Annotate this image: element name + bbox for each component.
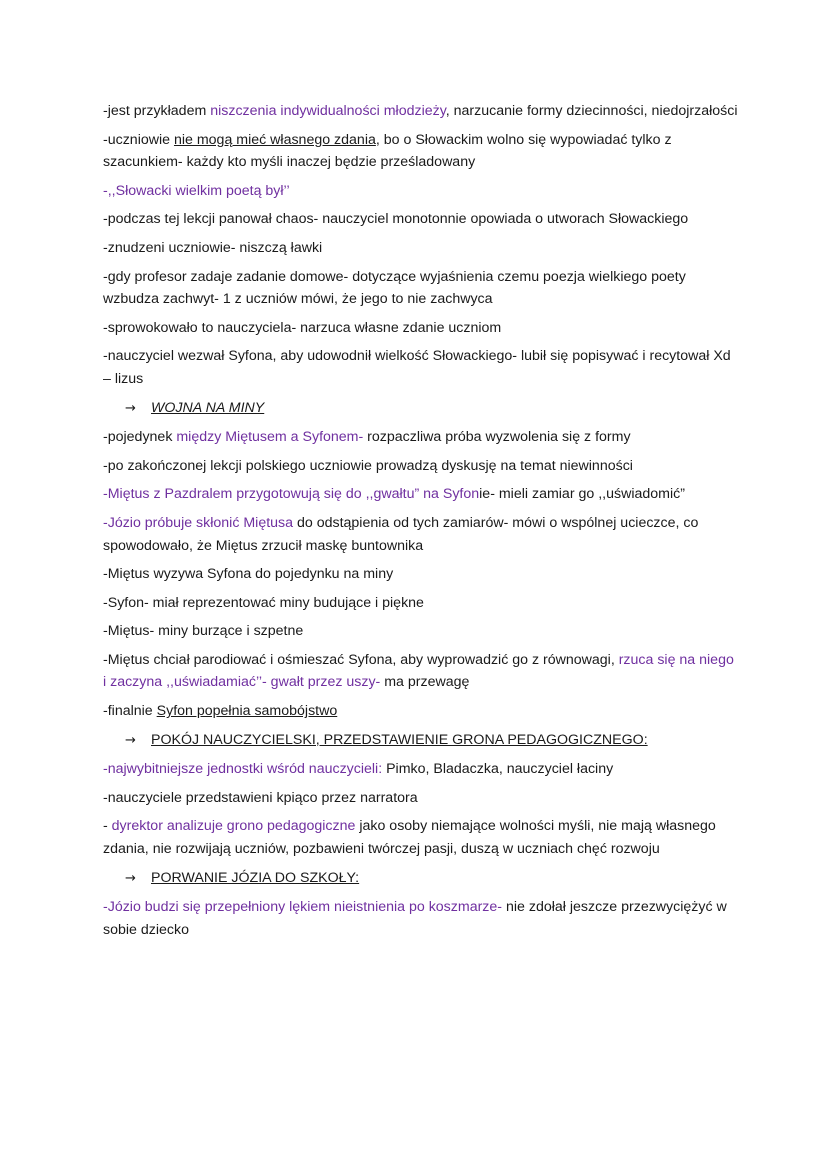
note-line: [103, 266, 738, 311]
underlined-text: nie mogą mieć własnego zdania: [173, 131, 376, 148]
note-line: [103, 100, 738, 123]
text-run: -pojedynek: [103, 429, 177, 446]
note-line: [103, 129, 738, 174]
note-line: [103, 592, 738, 615]
highlighted-text: -najwybitniejsze jednostki wśród nauczycieli:: [103, 761, 383, 778]
arrow-right-icon: →: [125, 400, 136, 416]
note-line: [103, 345, 738, 390]
underlined-text: WOJNA NA MINY: [151, 399, 265, 416]
underlined-text: POKÓJ NAUCZYCIELSKI, PRZEDSTAWIENIE GRONA PEDAGOGICZNEGO:: [151, 731, 648, 748]
text-run: -gdy profesor zadaje zadanie domowe- dotyczące wyjaśnienia czemu poezja wielkiego poety wzbudza zachwyt- 1 z uczniów mówi, że jego to nie zachwyca: [103, 268, 686, 308]
text-run: rozpaczliwa próba wyzwolenia się z formy: [363, 429, 631, 446]
note-line: [103, 237, 738, 260]
note-line: [103, 180, 738, 203]
text-run: -nauczyciel wezwał Syfona, aby udowodnił wielkość Słowackiego- lubił się popisywać i recytował Xd – lizus: [103, 348, 731, 387]
text-run: -Miętus wyzywa Syfona do pojedynku na miny: [103, 566, 394, 583]
note-line: [103, 620, 738, 643]
text-run: -: [103, 818, 112, 835]
highlighted-text: -,,Słowacki wielkim poetą był’’: [103, 182, 290, 199]
highlighted-text: między Miętusem a Syfonem-: [176, 429, 364, 446]
text-run: jako osoby niemające wolności myśli, nie mają własnego zdania, nie rozwijają uczniów, pozbawieni twórczej pasji, duszą w uczniach chęć rozwoju: [103, 818, 716, 858]
note-line: [103, 426, 738, 449]
text-run: -nauczyciele przedstawieni kpiąco przez narratora: [103, 789, 418, 806]
highlighted-text: -Józio próbuje skłonić Miętusa: [103, 514, 294, 531]
note-line: [103, 649, 738, 694]
note-line: [103, 700, 738, 723]
note-line: [103, 512, 738, 557]
text-run: , bo o Słowackim wolno się wypowiadać tylko z szacunkiem- każdy kto myśli inaczej będzie prześladowany: [103, 131, 672, 171]
text-run: -finalnie: [103, 703, 157, 720]
highlighted-text: -Miętus z Pazdralem przygotowują się do ,,gwałtu” na Syfon: [103, 486, 480, 503]
highlighted-text: rzuca się na niego i zaczyna ,,uświadamiać’’- gwałt przez uszy-: [103, 651, 734, 691]
text-run: -podczas tej lekcji panował chaos- nauczyciel monotonnie opowiada o utworach Słowackiego: [103, 211, 689, 228]
text-run: -Miętus chciał parodiować i ośmieszać Syfona, aby wyprowadzić go z równowagi,: [103, 651, 619, 668]
note-line: [103, 896, 738, 941]
highlighted-text: niszczenia indywidualności młodzieży: [210, 103, 446, 119]
highlighted-text: -Józio budzi się przepełniony lękiem nieistnienia po koszmarze-: [103, 899, 503, 916]
text-run: -Miętus- miny burzące i szpetne: [103, 623, 304, 640]
note-line: [103, 758, 738, 781]
text-run: -sprowokowało to nauczyciela- narzuca własne zdanie uczniom: [103, 319, 502, 336]
text-run: -jest przykładem: [103, 103, 211, 119]
underlined-text: PORWANIE JÓZIA DO SZKOŁY:: [151, 869, 360, 886]
text-run: -Syfon- miał reprezentować miny budujące i piękne: [103, 594, 424, 611]
note-line: [103, 563, 738, 586]
note-line: [103, 483, 738, 506]
text-run: ie- mieli zamiar go ,,uświadomić”: [479, 486, 685, 503]
text-run: ma przewagę: [380, 674, 470, 691]
note-line: [103, 815, 738, 860]
text-run: do odstąpienia od tych zamiarów- mówi o wspólnej ucieczce, co spowodowało, że Miętus zrzucił maskę buntownika: [103, 514, 699, 554]
arrow-right-icon: →: [125, 870, 136, 886]
note-line: [103, 455, 738, 478]
note-line: [103, 208, 738, 231]
section-heading: [103, 729, 738, 753]
section-heading: [103, 397, 738, 421]
section-heading: [103, 867, 738, 891]
highlighted-text: dyrektor analizuje grono pedagogiczne: [111, 818, 356, 835]
text-run: nie zdołał jeszcze przezwyciężyć w sobie dziecko: [103, 899, 727, 938]
underlined-text: Syfon popełnia samobójstwo: [156, 703, 338, 720]
text-run: , narzucanie formy dziecinności, niedojrzałości: [445, 103, 738, 119]
note-line: [103, 317, 738, 340]
text-run: Pimko, Bladaczka, nauczyciel łaciny: [382, 761, 614, 778]
text-run: -uczniowie: [103, 131, 174, 148]
note-line: [103, 787, 738, 810]
text-run: -znudzeni uczniowie- niszczą ławki: [103, 239, 323, 256]
text-run: -po zakończonej lekcji polskiego uczniowie prowadzą dyskusję na temat niewinności: [103, 457, 633, 474]
arrow-right-icon: →: [125, 732, 136, 748]
